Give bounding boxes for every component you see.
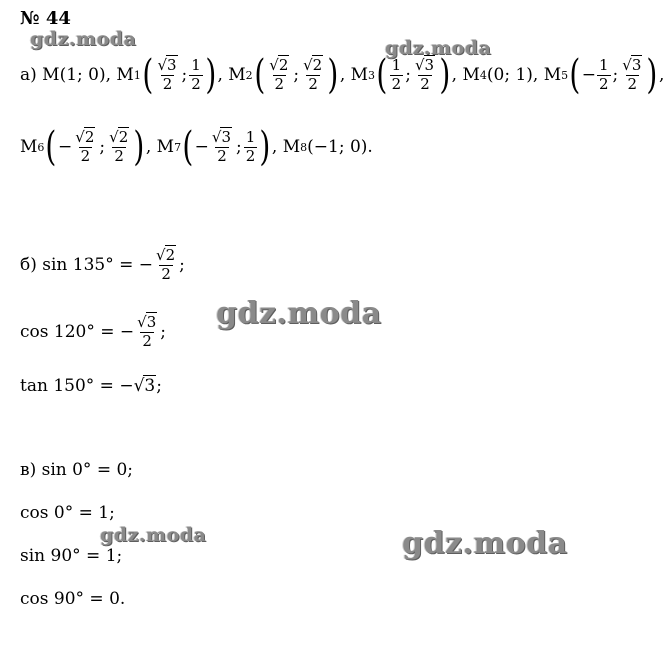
fraction: $\frac{√2}{2}$ — [303, 55, 323, 93]
point-subscript: 1 — [133, 68, 141, 82]
watermark: gdz.moda — [402, 526, 568, 561]
fraction: $\frac{√2}{2}$ — [156, 245, 176, 283]
problem-number: № 44 — [20, 8, 71, 29]
fraction: $\frac{√3}{2}$ — [622, 55, 642, 93]
fraction: $\frac{1}{2}$ — [245, 127, 256, 165]
part-b-tan: tan 150° = − √3 ; — [20, 375, 162, 396]
part-a-line-2: M 6 ( − $\frac{√2}{2}$ ; $\frac{√2}{2}$ ) , M 7 ( − $\frac{√3}{2}$ ; $\frac{1}{2}$ ) , M 8 (−1; 0). — [20, 124, 373, 170]
part-c-line-2: cos 0° = 1; — [20, 503, 115, 523]
fraction: $\frac{√3}{2}$ — [137, 312, 157, 350]
left-paren: ( — [142, 52, 154, 98]
part-c-line-1: в) sin 0° = 0; — [20, 460, 134, 480]
fraction: $\frac{1}{2}$ — [598, 55, 609, 93]
fraction: $\frac{√3}{2}$ — [157, 55, 177, 93]
fraction: $\frac{1}{2}$ — [391, 55, 402, 93]
point-list-start: а) M(1; 0), M — [20, 64, 134, 85]
watermark: gdz.moda — [30, 28, 137, 50]
fraction: $\frac{√2}{2}$ — [75, 127, 95, 165]
part-b-sin: б) sin 135° = − $\frac{√2}{2}$ ; — [20, 245, 185, 283]
watermark: gdz.moda — [385, 37, 492, 59]
fraction: $\frac{√2}{2}$ — [109, 127, 129, 165]
right-paren: ) — [205, 52, 217, 98]
watermark: gdz.moda — [216, 296, 382, 331]
watermark: gdz.moda — [100, 524, 207, 546]
part-c-line-3: sin 90° = 1; — [20, 546, 123, 566]
part-a-line-1: а) M(1; 0), M 1 ( $\frac{√3}{2}$ ; $\frac{1}{2}$ ) , M 2 ( $\frac{√2}{2}$ ; $\frac{√2}{2}$ ) , M 3 ( $\frac{1}{2}$ ; $\frac{√3}{2}$ ) , M 4 (0; 1), M 5 ( − $\frac{1}{2}$ ; $\frac{√3}{2}$ ) , — [20, 52, 664, 98]
fraction: $\frac{√2}{2}$ — [269, 55, 289, 93]
fraction: $\frac{1}{2}$ — [191, 55, 201, 93]
fraction: $\frac{√3}{2}$ — [414, 55, 435, 93]
fraction: $\frac{√3}{2}$ — [211, 127, 232, 165]
part-b-cos: cos 120° = − $\frac{√3}{2}$ ; — [20, 312, 166, 350]
part-c-line-4: cos 90° = 0. — [20, 589, 126, 609]
